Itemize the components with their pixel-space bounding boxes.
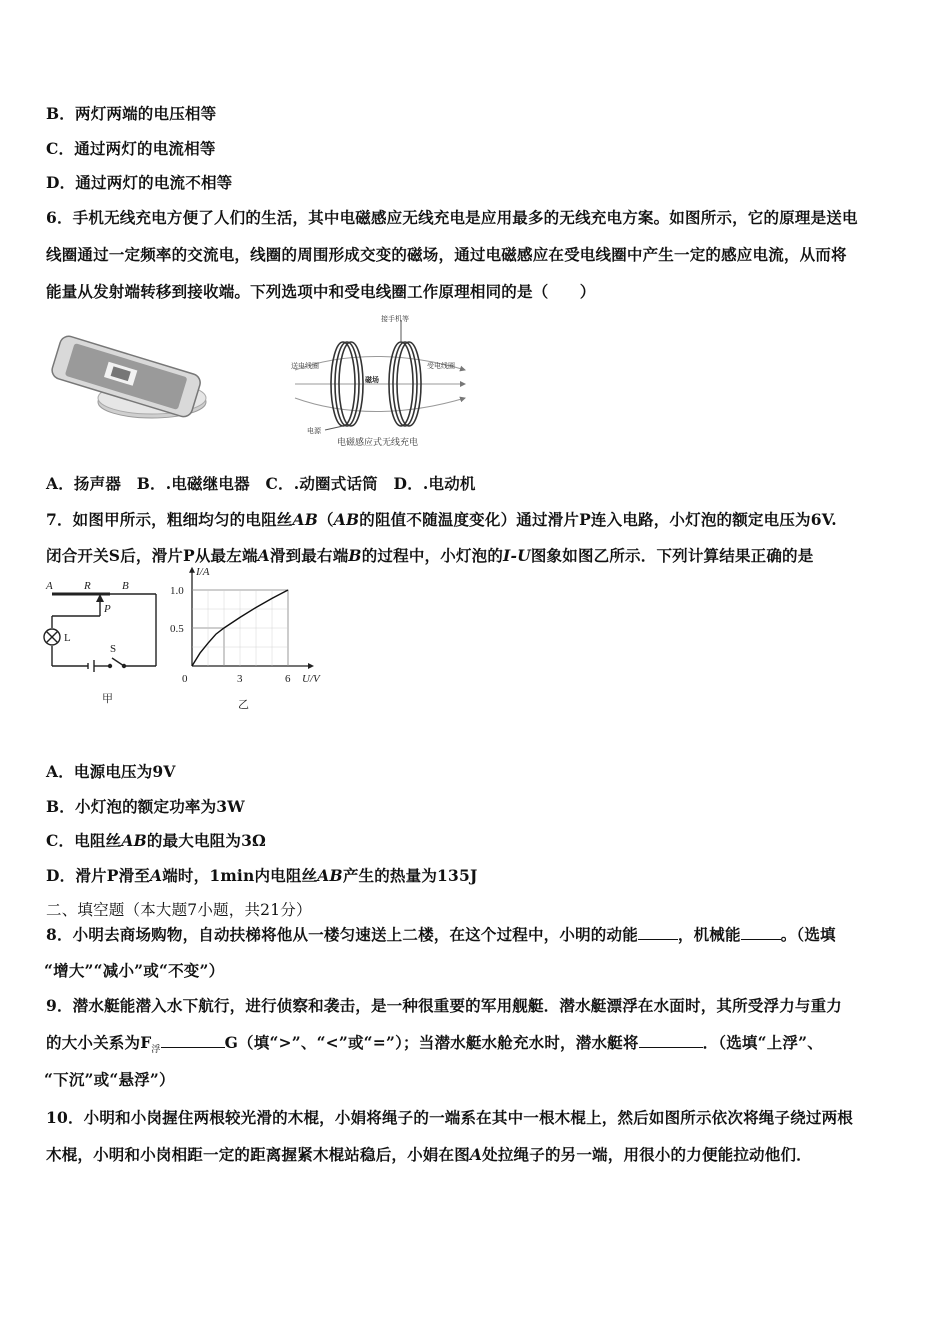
x-axis-label: U/V bbox=[302, 673, 320, 685]
q8-blank-2[interactable] bbox=[741, 925, 781, 940]
q7-option-a: A．电源电压为9V bbox=[46, 762, 176, 781]
q8-line2: “增大”“减小”或“不变”） bbox=[44, 961, 225, 980]
y-tick-label: 1.0 bbox=[170, 585, 184, 597]
q6-options: A．扬声器 B．.电磁继电器 C．.动圈式话筒 D．.电动机 bbox=[46, 474, 476, 493]
q10-line1: 10．小明和小岗握住两根较光滑的木棍，小娟将绳子的一端系在其中一根木棍上，然后如图所示依次将绳子绕过两根 bbox=[46, 1108, 853, 1127]
q6-stem-line2: 线圈通过一定频率的交流电，线圈的周围形成交变的磁场，通过电磁感应在受电线圈中产生一定的感应电流，从而将 bbox=[46, 245, 847, 264]
circuit-label-l: L bbox=[64, 632, 71, 644]
coil-label-receive: 受电线圈 bbox=[427, 362, 455, 370]
section-2-heading: 二、填空题（本大题7小题，共21分） bbox=[46, 901, 312, 919]
graph-caption: 乙 bbox=[238, 699, 249, 711]
q10-line2: 木棍，小明和小岗相距一定的距离握紧木棍站稳后，小娟在图A处拉绳子的另一端，用很小的力便能拉动他们． bbox=[46, 1145, 812, 1164]
q7-stem-line2: 闭合开关S后，滑片P从最左端A滑到最右端B的过程中，小灯泡的I-U图象如图乙所示．下列计算结果正确的是 bbox=[46, 546, 814, 565]
y-axis-arrow bbox=[189, 567, 195, 573]
circuit-label-a: A bbox=[46, 580, 53, 592]
q6-stem-line3: 能量从发射端转移到接收端。下列选项中和受电线圈工作原理相同的是（ ） bbox=[46, 282, 596, 301]
coil-label-send: 送电线圈 bbox=[291, 362, 319, 370]
q7-option-d: D．滑片P滑至A端时，1min内电阻丝AB产生的热量为135J bbox=[46, 866, 478, 885]
x-tick-label: 3 bbox=[237, 673, 243, 685]
q8-line1: 8．小明去商场购物，自动扶梯将他从一楼匀速送上二楼，在这个过程中，小明的动能 ，机械能 。（选填 bbox=[46, 925, 836, 944]
q7-option-b: B．小灯泡的额定功率为3W bbox=[46, 797, 245, 816]
coil-label-power: 电源 bbox=[307, 427, 321, 435]
x-tick-label: 6 bbox=[285, 673, 291, 685]
circuit-caption: 甲 bbox=[102, 693, 113, 705]
q5-option-c: C．通过两灯的电流相等 bbox=[46, 139, 216, 158]
q9-line2: 的大小关系为$F_浮$ G（填“>”、“<”或“=”）；当潜水艇水舱充水时，潜水艇将 ．（选填“上浮”、 bbox=[46, 1033, 823, 1056]
circuit-label-s: S bbox=[110, 643, 117, 655]
q5-option-b: B．两灯两端的电压相等 bbox=[46, 104, 217, 123]
induction-coil-diagram bbox=[285, 312, 475, 452]
q8-blank-1[interactable] bbox=[638, 925, 678, 940]
q7-option-c: C．电阻丝AB的最大电阻为3Ω bbox=[46, 831, 267, 850]
iu-graph bbox=[170, 565, 335, 714]
circuit-label-b: B bbox=[122, 580, 129, 592]
q9-line3: “下沉”或“悬浮”） bbox=[44, 1070, 175, 1089]
coil-label-top: 接手机等 bbox=[381, 315, 409, 323]
circuit-label-r: R bbox=[84, 580, 91, 592]
q9-line1: 9．潜水艇能潜入水下航行，进行侦察和袭击，是一种很重要的军用舰艇．潜水艇漂浮在水面时，其所受浮力与重力 bbox=[46, 996, 842, 1015]
x-axis-arrow bbox=[308, 663, 314, 669]
q9-blank-2[interactable] bbox=[639, 1033, 703, 1048]
q6-stem-line1: 6．手机无线充电方便了人们的生活，其中电磁感应无线充电是应用最多的无线充电方案。如图所示，它的原理是送电 bbox=[46, 208, 858, 227]
q7-stem-line1: 7．如图甲所示，粗细均匀的电阻丝AB（AB的阻值不随温度变化）通过滑片P连入电路，小灯泡的额定电压为6V. bbox=[46, 510, 837, 529]
origin-label: 0 bbox=[182, 673, 188, 685]
y-tick-label: 0.5 bbox=[170, 623, 184, 635]
circuit-diagram bbox=[40, 578, 165, 710]
y-axis-label: I/A bbox=[196, 565, 210, 578]
circuit-label-p: P bbox=[104, 603, 111, 615]
coil-caption: 电磁感应式无线充电 bbox=[337, 438, 419, 448]
q5-option-d: D．通过两灯的电流不相等 bbox=[46, 173, 233, 192]
coil-label-field: 磁场 bbox=[365, 375, 379, 384]
q9-blank-1[interactable] bbox=[161, 1033, 225, 1048]
phone-charger-image bbox=[44, 340, 204, 422]
